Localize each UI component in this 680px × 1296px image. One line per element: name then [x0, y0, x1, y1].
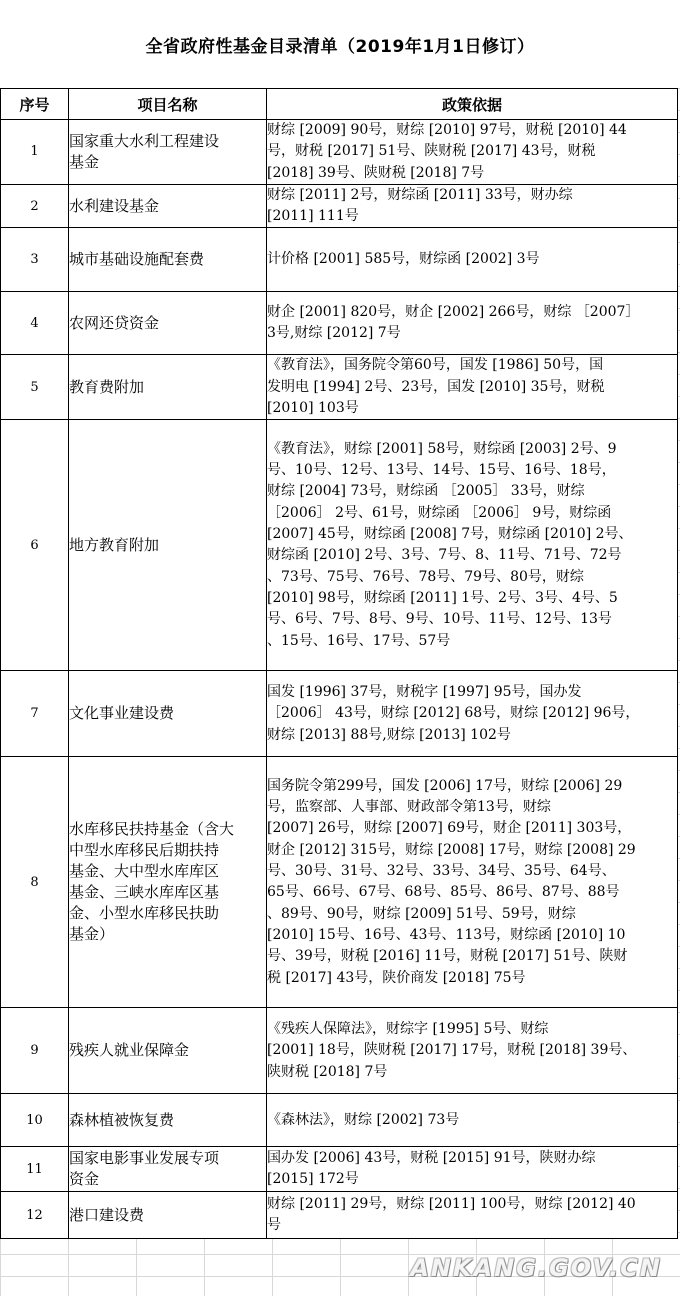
- header-basis: 政策依据: [267, 89, 678, 120]
- row-basis: 计价格 [2001] 585号，财综函 [2002] 3号: [267, 228, 678, 292]
- fund-catalog-table: [0, 88, 678, 1239]
- row-basis: 国发 [1996] 37号，财税字 [1997] 95号，国办发 ［2006］ 43号，财综 [2012] 68号，财综 [2012] 96号， 财综 [2013] 88号,财综 [2013] 102号: [267, 671, 678, 757]
- row-index: 2: [1, 184, 69, 228]
- row-name: 水利建设基金: [69, 184, 267, 228]
- row-basis: 国务院令第299号，国发 [2006] 17号，财综 [2006] 29 号，监察部、人事部、财政部令第13号，财综 [2007] 26号，财综 [2007] 69号，财企 [2011] 303号， 财企 [2012] 315号，财综 [2008] 17号，财综 [2008] 29 号、30号、31号、32号、33号、34号、35号、64号、 65号、66号、67号、68号、85号、86号、87号、88号 、89号、90号，财综 [2009] 51号、59号，财综 [2010] 15号、16号、43号、113号，财综函 [2010] 10 号、39号，财税 [2016] 11号，财税 [2017] 51号、陕财 税 [2017] 43号，陕价商发 [2018] 75号: [267, 757, 678, 1008]
- row-name: 教育费附加: [69, 355, 267, 420]
- row-index: 5: [1, 355, 69, 420]
- row-basis: 财综 [2011] 2号，财综函 [2011] 33号，财办综 [2011] 111号: [267, 184, 678, 228]
- table-row: [1, 1008, 678, 1094]
- row-index: 9: [1, 1008, 69, 1094]
- site-watermark: ANKANG.GOV.CN: [410, 1254, 662, 1282]
- table-row: [1, 1192, 678, 1239]
- table-row: [1, 1094, 678, 1147]
- row-name: 港口建设费: [69, 1192, 267, 1239]
- table-row: [1, 757, 678, 1008]
- table-row: [1, 355, 678, 420]
- row-basis: 《森林法》，财综 [2002] 73号: [267, 1094, 678, 1147]
- row-index: 8: [1, 757, 69, 1008]
- row-name: 水库移民扶持基金（含大 中型水库移民后期扶持 基金、大中型水库库区 基金、三峡水库库区基 金、小型水库移民扶助 基金）: [69, 757, 267, 1008]
- row-name: 农网还贷资金: [69, 292, 267, 355]
- row-basis: 国办发 [2006] 43号，财税 [2015] 91号，陕财办综 [2015] 172号: [267, 1147, 678, 1192]
- table-header-row: [1, 89, 678, 120]
- row-name: 森林植被恢复费: [69, 1094, 267, 1147]
- row-index: 7: [1, 671, 69, 757]
- table-row: [1, 228, 678, 292]
- table-row: [1, 671, 678, 757]
- row-index: 11: [1, 1147, 69, 1192]
- row-name: 残疾人就业保障金: [69, 1008, 267, 1094]
- row-basis: 《教育法》，国务院令第60号，国发 [1986] 50号，国 发明电 [1994] 2号、23号，国发 [2010] 35号，财税 [2010] 103号: [267, 355, 678, 420]
- row-basis: 财企 [2001] 820号，财企 [2002] 266号，财综 ［2007］ 3号,财综 [2012] 7号: [267, 292, 678, 355]
- table-row: [1, 184, 678, 228]
- row-basis: 财综 [2009] 90号，财综 [2010] 97号，财税 [2010] 44 号，财税 [2017] 51号、陕财税 [2017] 43号，财税 [2018] 39号、陕财税 [2018] 7号: [267, 120, 678, 185]
- row-name: 国家电影事业发展专项 资金: [69, 1147, 267, 1192]
- row-name: 文化事业建设费: [69, 671, 267, 757]
- row-index: 10: [1, 1094, 69, 1147]
- table-row: [1, 120, 678, 185]
- row-basis: 《教育法》，财综 [2001] 58号，财综函 [2003] 2号、9 号、10号、12号、13号、14号、15号、16号、18号， 财综 [2004] 73号，财综函 ［2005］ 33号，财综 ［2006］ 2号、61号，财综函 ［2006］ 9号，财综函 [2007] 45号，财综函 [2008] 7号，财综函 [2010] 2号、 财综函 [2010] 2号、3号、7号、8、11号、71号、72号 、73号、75号、76号、78号、79号、80号，财综 [2010] 98号，财综函 [2011] 1号、2号、3号、4号、5 号、6号、7号、8号、9号、10号、11号、12号、13号 、15号、16号、17号、57号: [267, 420, 678, 671]
- table-row: [1, 420, 678, 671]
- row-name: 国家重大水利工程建设 基金: [69, 120, 267, 185]
- page-title: 全省政府性基金目录清单（2019年1月1日修订）: [0, 0, 680, 88]
- row-index: 6: [1, 420, 69, 671]
- row-name: 地方教育附加: [69, 420, 267, 671]
- row-index: 3: [1, 228, 69, 292]
- row-basis: 《残疾人保障法》，财综字 [1995] 5号、财综 [2001] 18号，陕财税 [2017] 17号，财税 [2018] 39号、 陕财税 [2018] 7号: [267, 1008, 678, 1094]
- row-index: 4: [1, 292, 69, 355]
- row-index: 12: [1, 1192, 69, 1239]
- row-name: 城市基础设施配套费: [69, 228, 267, 292]
- table-row: [1, 1147, 678, 1192]
- row-index: 1: [1, 120, 69, 185]
- header-index: 序号: [1, 89, 69, 120]
- header-name: 项目名称: [69, 89, 267, 120]
- table-row: [1, 292, 678, 355]
- row-basis: 财综 [2011] 29号，财综 [2011] 100号，财综 [2012] 40 号: [267, 1192, 678, 1239]
